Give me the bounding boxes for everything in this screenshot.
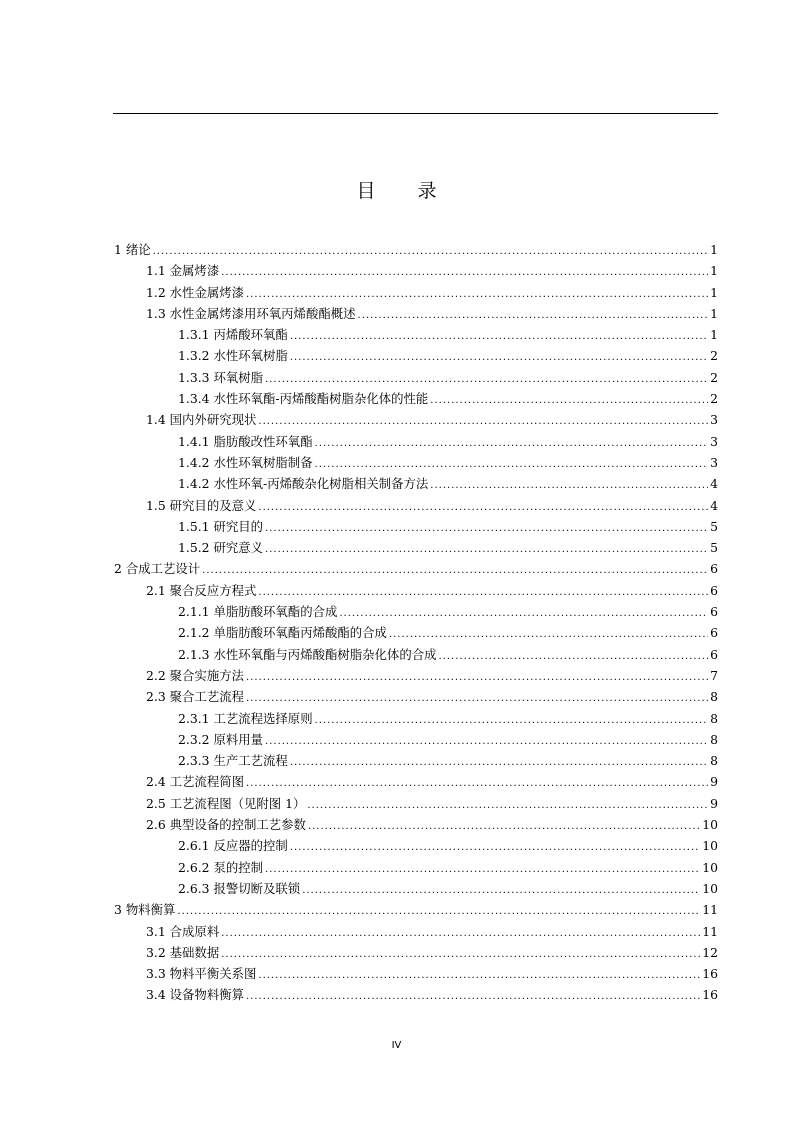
toc-entry-page: 8 xyxy=(710,710,718,726)
toc-entry[interactable] xyxy=(114,644,718,665)
toc-entry-page: 3 xyxy=(710,412,718,428)
toc-entry-page: 1 xyxy=(710,242,718,257)
toc-entry-title: 2.6.1 反应器的控制 xyxy=(178,838,288,854)
dot-leader xyxy=(358,305,709,326)
toc-entry-title: 2.6.3 报警切断及联锁 xyxy=(178,880,301,896)
toc-entry-page: 3 xyxy=(710,433,718,449)
toc-entry-title: 1.3 水性金属烤漆用环氧丙烯酸酯概述 xyxy=(146,305,356,321)
toc-entry[interactable] xyxy=(114,452,718,473)
dot-leader xyxy=(290,326,708,347)
toc-entry-page: 5 xyxy=(710,540,718,556)
toc-entry-page: 11 xyxy=(702,923,718,939)
toc-entry-page: 2 xyxy=(710,391,718,407)
toc-entry[interactable] xyxy=(114,622,718,643)
toc-entry-title: 2.3.2 原料用量 xyxy=(178,731,264,747)
dot-leader xyxy=(265,859,700,880)
toc-entry[interactable] xyxy=(114,516,718,537)
toc-entry-page: 8 xyxy=(710,731,718,747)
toc-entry-title: 1.3.2 水性环氧树脂 xyxy=(178,348,288,364)
dot-leader xyxy=(246,284,708,305)
toc-entry-page: 6 xyxy=(710,646,718,662)
toc-entry-title: 2.6.2 泵的控制 xyxy=(178,859,264,875)
toc-entry[interactable] xyxy=(114,814,718,835)
toc-entry[interactable] xyxy=(114,601,718,622)
toc-entry-title: 3.3 物料平衡关系图 xyxy=(146,966,257,982)
toc-entry[interactable] xyxy=(114,921,718,942)
toc-entry-title: 2.3 聚合工艺流程 xyxy=(146,689,244,705)
toc-entry[interactable] xyxy=(114,260,718,281)
toc-entry-page: 5 xyxy=(710,518,718,534)
toc-entry[interactable] xyxy=(114,984,718,1005)
dot-leader xyxy=(265,731,708,752)
dot-leader xyxy=(221,262,708,283)
dot-leader xyxy=(265,539,708,560)
dot-leader xyxy=(246,667,708,688)
page-number: IV xyxy=(391,1040,402,1051)
toc-entry-title: 2.4 工艺流程简图 xyxy=(146,774,244,790)
toc-entry[interactable] xyxy=(114,324,718,345)
toc-entry[interactable] xyxy=(114,239,718,260)
toc-entry-page: 8 xyxy=(710,753,718,769)
dot-leader xyxy=(258,965,700,986)
dot-leader xyxy=(246,986,700,1007)
toc-entry-title: 1.5 研究目的及意义 xyxy=(146,497,257,513)
dot-leader xyxy=(315,710,709,731)
dot-leader xyxy=(265,369,708,390)
toc-entry[interactable] xyxy=(114,686,718,707)
toc-entry-title: 3.2 基础数据 xyxy=(146,944,220,960)
toc-entry-title: 1.3.4 水性环氧酯-丙烯酸酯树脂杂化体的性能 xyxy=(178,391,429,407)
dot-leader xyxy=(221,944,700,965)
toc-entry[interactable] xyxy=(114,878,718,899)
toc-entry-page: 6 xyxy=(710,625,718,641)
dot-leader xyxy=(202,560,708,581)
toc-entry[interactable] xyxy=(114,558,718,579)
toc-entry-page: 3 xyxy=(710,454,718,470)
toc-entry[interactable] xyxy=(114,835,718,856)
toc-entry-page: 9 xyxy=(710,795,718,811)
dot-leader xyxy=(307,795,708,816)
toc-entry-title: 2.1.2 单脂肪酸环氧酯丙烯酸酯的合成 xyxy=(178,625,387,641)
toc-entry-page: 10 xyxy=(702,838,718,854)
toc-entry[interactable] xyxy=(114,345,718,366)
toc-entry[interactable] xyxy=(114,431,718,452)
toc-entry[interactable] xyxy=(114,793,718,814)
toc-entry-title: 2.1.3 水性环氧酯与丙烯酸酯树脂杂化体的合成 xyxy=(178,646,437,662)
toc-entry-page: 16 xyxy=(702,966,718,982)
toc-entry[interactable] xyxy=(114,771,718,792)
toc-entry-title: 2.3.1 工艺流程选择原则 xyxy=(178,710,313,726)
toc-entry-title: 1.2 水性金属烤漆 xyxy=(146,284,244,300)
dot-leader xyxy=(258,497,708,518)
toc-entry-title: 1.4.2 水性环氧树脂制备 xyxy=(178,454,313,470)
toc-entry-page: 9 xyxy=(710,774,718,790)
toc-entry-page: 10 xyxy=(702,859,718,875)
dot-leader xyxy=(339,603,708,624)
dot-leader xyxy=(315,454,709,475)
toc-entry-page: 6 xyxy=(710,604,718,620)
dot-leader xyxy=(290,752,708,773)
toc-entry[interactable] xyxy=(114,708,718,729)
toc-entry-page: 10 xyxy=(702,817,718,833)
toc-entry-page: 7 xyxy=(710,667,718,683)
toc-entry-title: 1.1 金属烤漆 xyxy=(146,263,220,279)
toc-entry-title: 1.4 国内外研究现状 xyxy=(146,412,257,428)
toc-entry-page: 4 xyxy=(710,497,718,513)
toc-entry-page: 2 xyxy=(710,348,718,364)
dot-leader xyxy=(258,411,708,432)
toc-entry-title: 1.5.2 研究意义 xyxy=(178,540,264,556)
dot-leader xyxy=(302,880,700,901)
toc-entry-title: 1.3.3 环氧树脂 xyxy=(178,369,264,385)
toc-entry-title: 3 物料衡算 xyxy=(114,902,176,918)
toc-entry-page: 11 xyxy=(702,902,718,918)
dot-leader xyxy=(315,433,709,454)
page-title: 目 录 xyxy=(356,180,455,202)
toc-entry-page: 1 xyxy=(710,284,718,300)
toc-entry-page: 1 xyxy=(710,305,718,321)
toc-entry[interactable] xyxy=(114,409,718,430)
dot-leader xyxy=(265,518,708,539)
toc-entry-page: 1 xyxy=(710,263,718,279)
toc-entry[interactable] xyxy=(114,537,718,558)
toc-entry[interactable] xyxy=(114,367,718,388)
dot-leader xyxy=(221,923,700,944)
toc-entry-title: 2.2 聚合实施方法 xyxy=(146,667,244,683)
header-rule xyxy=(113,113,718,114)
toc-entry-page: 6 xyxy=(710,561,718,577)
toc-entry-page: 8 xyxy=(710,689,718,705)
table-of-contents xyxy=(114,239,718,1006)
toc-entry-title: 2.6 典型设备的控制工艺参数 xyxy=(146,817,306,833)
toc-entry[interactable] xyxy=(114,388,718,409)
dot-leader xyxy=(430,475,708,496)
toc-entry-title: 3.1 合成原料 xyxy=(146,923,220,939)
toc-entry-title: 1.5.1 研究目的 xyxy=(178,518,264,534)
toc-entry[interactable] xyxy=(114,303,718,324)
toc-entry-page: 10 xyxy=(702,880,718,896)
toc-entry-page: 6 xyxy=(710,582,718,598)
dot-leader xyxy=(290,837,700,858)
toc-entry-title: 3.4 设备物料衡算 xyxy=(146,987,244,1003)
toc-entry[interactable] xyxy=(114,750,718,771)
toc-entry-title: 2.3.3 生产工艺流程 xyxy=(178,753,288,769)
toc-entry-title: 1 绪论 xyxy=(114,242,151,257)
dot-leader xyxy=(258,582,708,603)
dot-leader xyxy=(153,241,709,262)
toc-entry-title: 1.4.1 脂肪酸改性环氧酯 xyxy=(178,433,313,449)
toc-entry-title: 2.1.1 单脂肪酸环氧酯的合成 xyxy=(178,604,338,620)
toc-entry-page: 1 xyxy=(710,327,718,343)
toc-entry[interactable] xyxy=(114,729,718,750)
toc-entry-page: 12 xyxy=(702,944,718,960)
toc-entry[interactable] xyxy=(114,942,718,963)
toc-entry-title: 2 合成工艺设计 xyxy=(114,561,201,577)
toc-entry[interactable] xyxy=(114,580,718,601)
toc-entry-title: 1.3.1 丙烯酸环氧酯 xyxy=(178,327,288,343)
toc-entry[interactable] xyxy=(114,857,718,878)
dot-leader xyxy=(389,624,708,645)
toc-entry[interactable] xyxy=(114,665,718,686)
dot-leader xyxy=(308,816,700,837)
dot-leader xyxy=(246,773,708,794)
dot-leader xyxy=(430,390,708,411)
toc-entry[interactable] xyxy=(114,963,718,984)
dot-leader xyxy=(246,688,708,709)
toc-entry-title: 2.1 聚合反应方程式 xyxy=(146,582,257,598)
toc-entry[interactable] xyxy=(114,495,718,516)
toc-entry[interactable] xyxy=(114,899,718,920)
toc-entry-page: 4 xyxy=(710,476,718,492)
toc-entry[interactable] xyxy=(114,282,718,303)
toc-entry-title: 1.4.2 水性环氧-丙烯酸杂化树脂相关制备方法 xyxy=(178,476,429,492)
toc-entry-page: 16 xyxy=(702,987,718,1003)
toc-entry-page: 2 xyxy=(710,369,718,385)
dot-leader xyxy=(177,901,700,922)
toc-entry-title: 2.5 工艺流程图（见附图 1） xyxy=(146,795,306,811)
dot-leader xyxy=(290,347,708,368)
toc-entry[interactable] xyxy=(114,473,718,494)
dot-leader xyxy=(439,646,709,667)
